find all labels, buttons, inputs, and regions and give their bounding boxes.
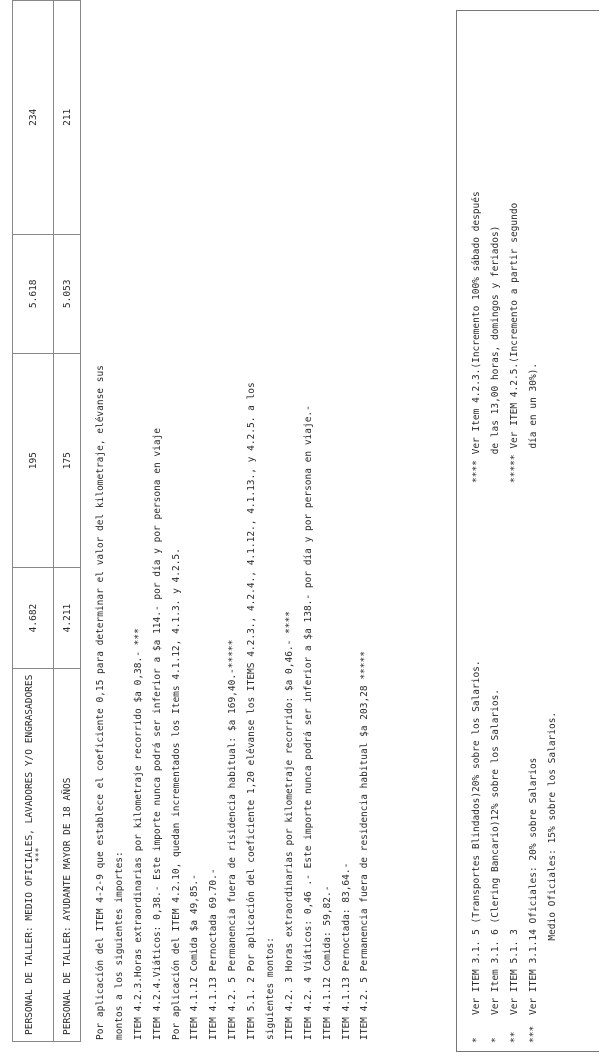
text-line: ITEM 4.2.4.Viáticos: 0,38.- Este importe nunca podrá ser inferior a $a 114.- por día y por persona en viaje bbox=[151, 428, 163, 1040]
text-line: ITEM 4.2. 3 Horas extraordinarias por kilometraje recorrido: $a 0,46.- **** bbox=[283, 611, 295, 1040]
footnote: día en un 30%). bbox=[528, 362, 539, 483]
footnote: **** Ver Item 4.2.3.(Incremento 100% sábado después bbox=[471, 191, 482, 483]
text-line: ITEM 4.1.13 Pernoctada 69.70.- bbox=[208, 868, 220, 1040]
wage-table bbox=[12, 0, 81, 1042]
category-cell: PERSONAL DE TALLER: AYUDANTE MAYOR DE 18 AÑOS bbox=[54, 668, 81, 1041]
footnote: *Ver Item 3.1. 6 (Clering Bancario)12% sobre los Salarios. bbox=[490, 688, 501, 1043]
table-row bbox=[54, 1, 81, 1042]
text-line: ITEM 4.2. 5 Permanencia fuera de residencia habitual $a 203,28 ***** bbox=[359, 651, 371, 1040]
text-line: siguientes montos: bbox=[265, 937, 277, 1040]
value-cell: 5.618 bbox=[13, 234, 54, 353]
value-cell: 211 bbox=[54, 1, 81, 235]
footnote: *Ver ITEM 3.1. 5 (Transportes Blindados)20% sobre los Salarios. bbox=[471, 660, 482, 1043]
text-line: ITEM 4.2. 4 Viáticos: 0,46 .- Este importe nunca podrá ser inferior a $a 138.- por día y por persona en viaje.- bbox=[302, 405, 314, 1040]
footnotes-left bbox=[467, 660, 562, 1043]
text-line: montos a los siguientes importes: bbox=[113, 851, 125, 1040]
text-line: ITEM 4.2. 5 Permanencia fuera de risidencia habitual: $a 169,40.-***** bbox=[227, 639, 239, 1040]
footnote: Medio Oficiales: 15% sobre los Salarios. bbox=[547, 711, 558, 1015]
footnotes-right bbox=[467, 191, 543, 483]
value-cell: 195 bbox=[13, 353, 54, 567]
text-line: Por aplicación del ITEM 4-2-9 que establece el coeficiente 0,15 para determinar el valor del kilometraje, elévanse sus bbox=[95, 365, 106, 1040]
text-line: ITEM 4.2.3.Horas extraordinarias por kilometraje recorrido $a 0,38.- *** bbox=[132, 628, 144, 1040]
footnotes-box bbox=[456, 10, 599, 1052]
text-line: ITEM 4.1.13 Pernoctada: 83,64.- bbox=[340, 862, 352, 1040]
value-cell: 5.053 bbox=[54, 234, 81, 353]
value-cell: 4.211 bbox=[54, 568, 81, 668]
text-line: ITEM 4.1.12 Comida $a 49,85.- bbox=[189, 874, 201, 1040]
value-cell: 175 bbox=[54, 353, 81, 567]
category-cell: PERSONAL DE TALLER: MEDIO OFICIALES, LAVADORES Y/O ENGRASADORES *** bbox=[13, 668, 54, 1041]
text-line: ITEM 5.1. 2 Por aplicación del coeficiente 1,20 elévanse los ITEMS 4.2.3., 4.2.4., 4.1.12., 4.1.13., y 4.2.5. a los bbox=[246, 382, 258, 1040]
body-text bbox=[92, 10, 375, 1040]
footnote: ***Ver ITEM 3.1.14 Oficiales: 20% sobre Salarios bbox=[528, 757, 539, 1043]
table-row bbox=[13, 1, 54, 1042]
text-line: ITEM 4.1.12 Comida: 59,82.- bbox=[321, 885, 333, 1040]
value-cell: 4.682 bbox=[13, 568, 54, 668]
text-line: Por aplicación del ITEM 4.2.10, quedan incrementados los Items 4.1.12, 4.1.3. y 4.2.5. bbox=[170, 548, 182, 1040]
value-cell: 234 bbox=[13, 1, 54, 235]
footnote: **Ver ITEM 5.1. 3 bbox=[509, 929, 520, 1043]
footnote: ***** Ver ITEM 4.2.5.(Incremento a partir segundo bbox=[509, 202, 520, 483]
footnote: de las 13,00 horas, domingos y feriados) bbox=[490, 225, 501, 483]
